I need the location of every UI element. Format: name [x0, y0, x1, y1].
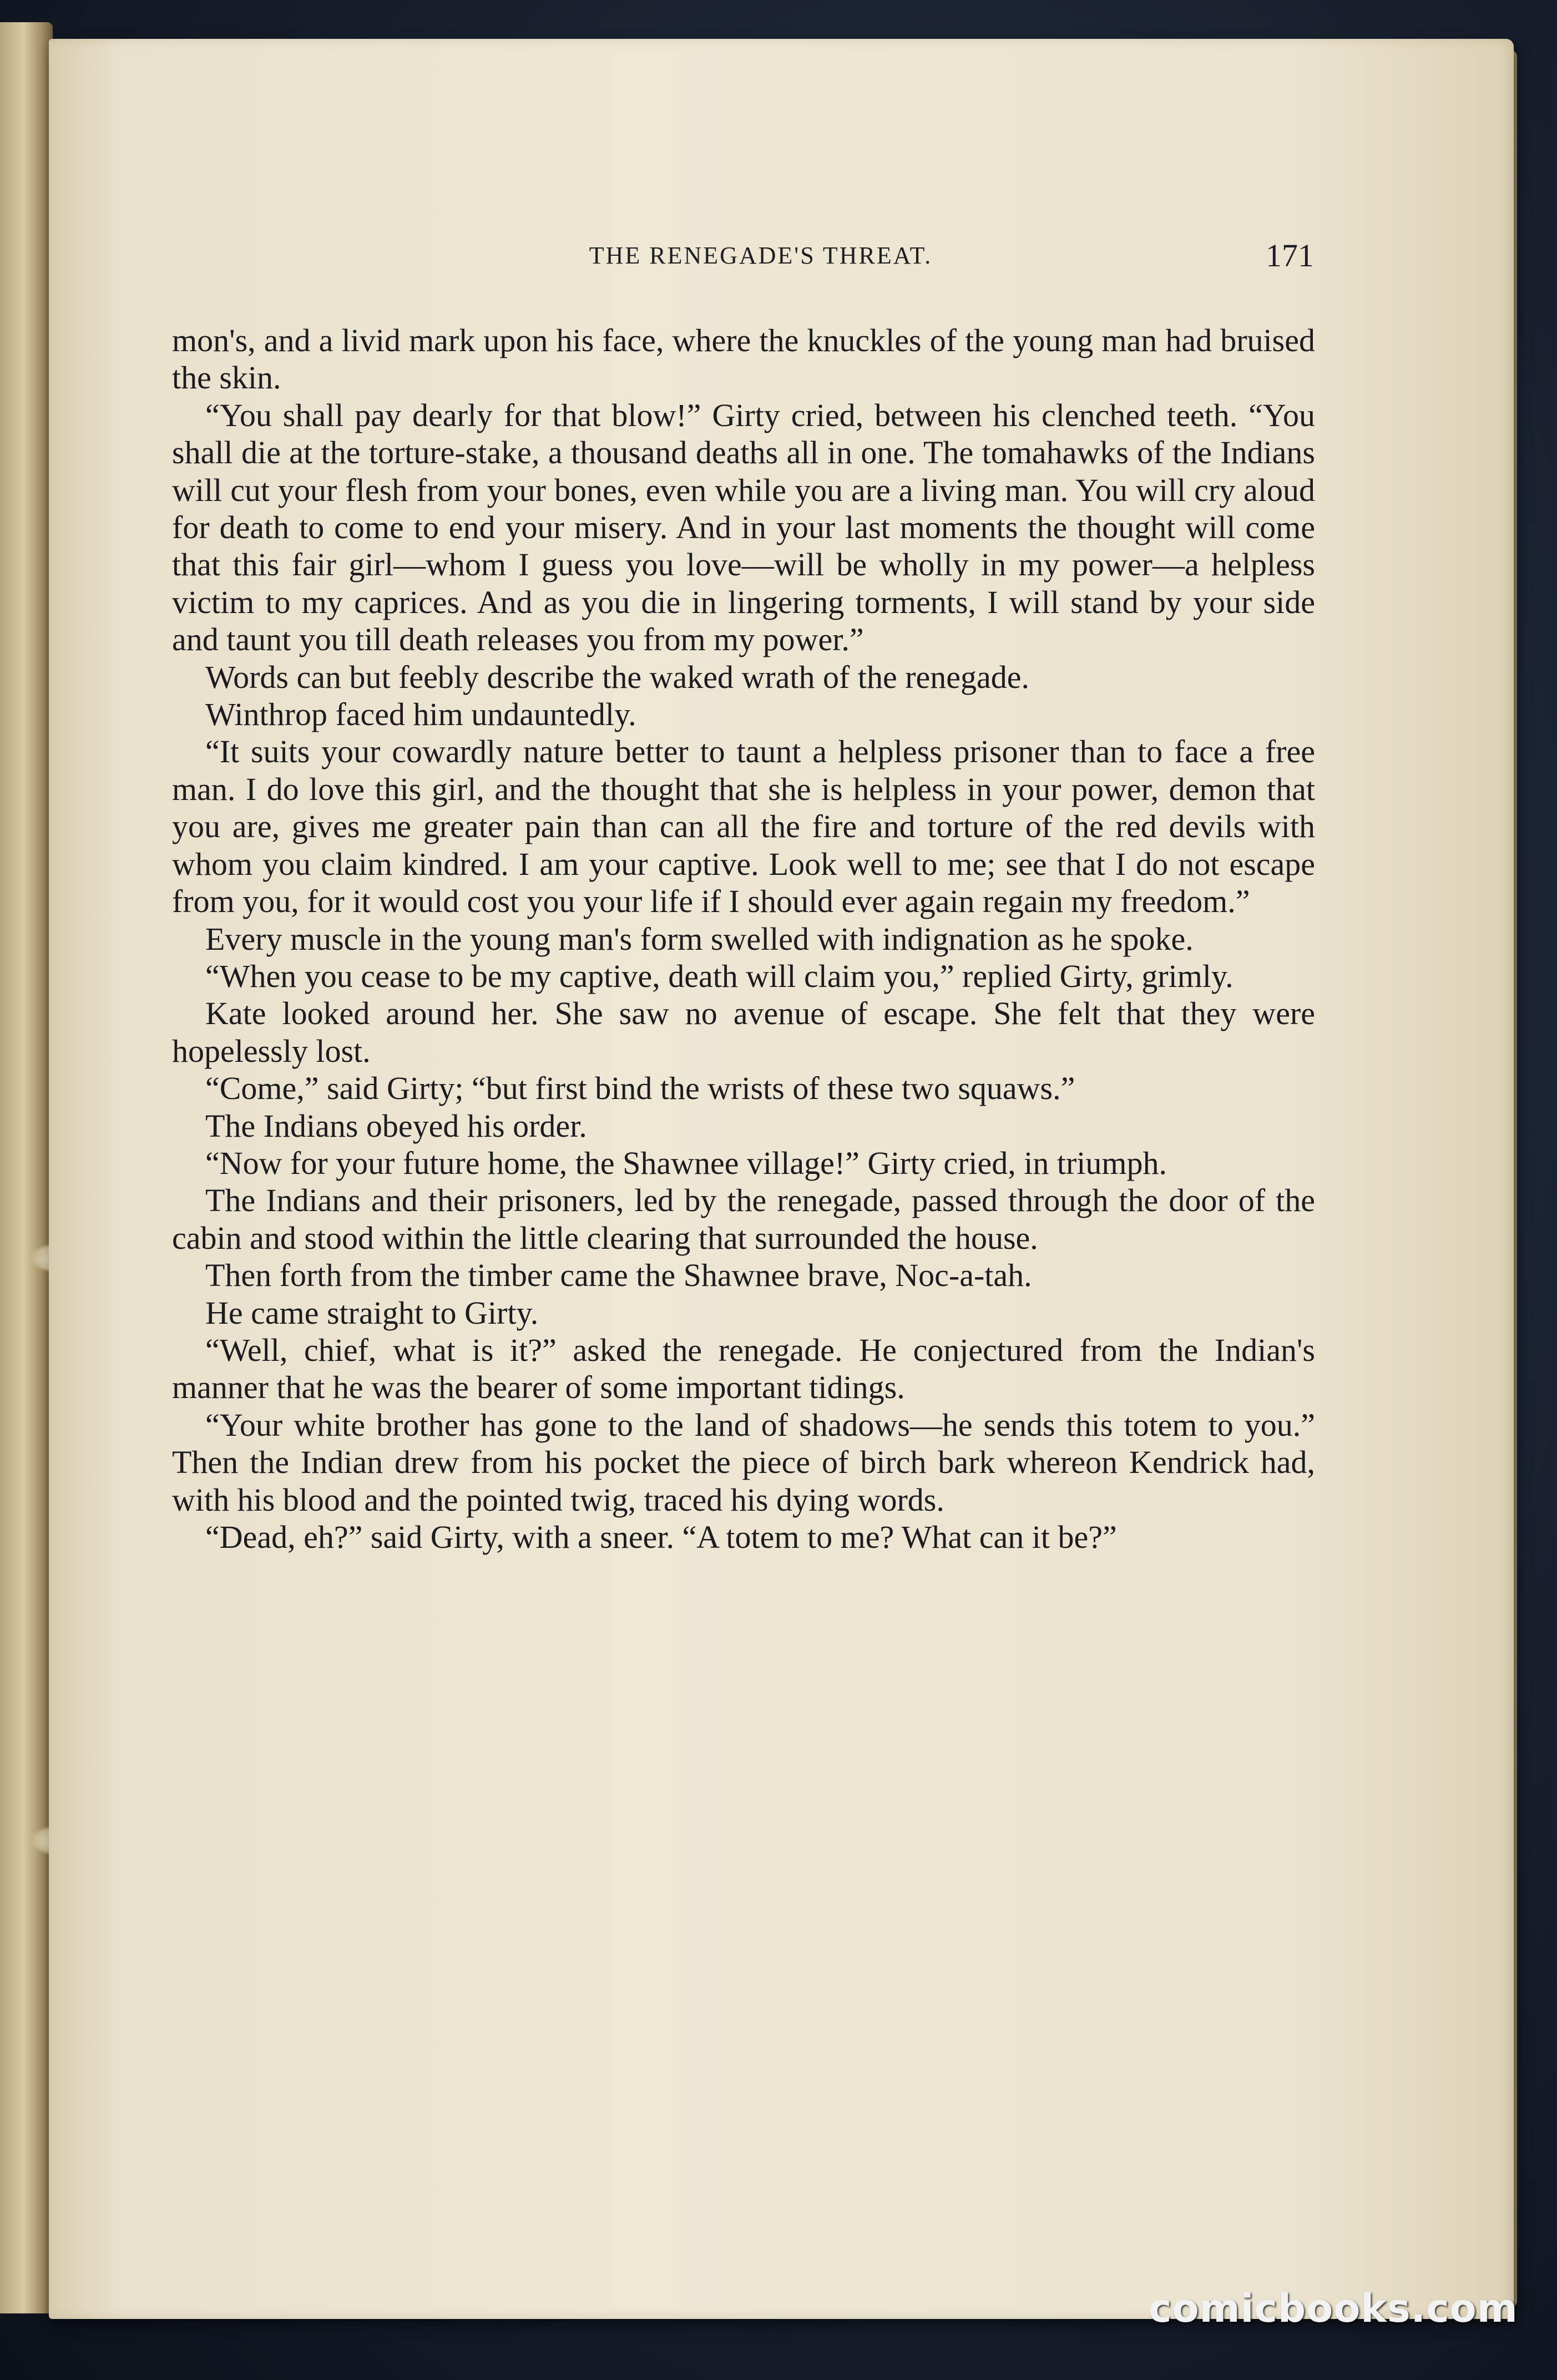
paragraph: “When you cease to be my captive, death will claim you,” replied Girty, grimly. — [205, 958, 1234, 994]
paragraph: “It suits your cowardly nature better to taunt a helpless prisoner than to face a free man. I do love this girl, and the thought that she is helpless in your power, demon that you are, gives me greater pain than can all the fire and torture of the red devils with whom you claim kindred. I am your captive. Look well to me; see that I do not escape from you, for it would cost you your life if I should ever again regain my freedom.” — [172, 733, 1315, 920]
paragraph: mon's, and a livid mark upon his face, where the knuckles of the young man had bruised the skin. — [172, 322, 1315, 396]
paragraph: “Come,” said Girty; “but first bind the wrists of these two squaws.” — [205, 1070, 1075, 1107]
paragraph: The Indians obeyed his order. — [205, 1107, 587, 1144]
paragraph: “Your white brother has gone to the land of shadows—he sends this totem to you.” Then the Indian drew from his pocket the piece of birch bark whereon Kendrick had, with his blood and the pointed twig, traced his dying words. — [172, 1406, 1315, 1518]
paragraph: Words can but feebly describe the waked wrath of the renegade. — [205, 659, 1029, 695]
paragraph: “You shall pay dearly for that blow!” Girty cried, between his clenched teeth. “You shall die at the torture-stake, a thousand deaths all in one. The tomahawks of the Indians will cut your flesh from your bones, even while you are a living man. You will cry aloud for death to come to end your misery. And in your last moments the thought will come that this fair girl—whom I guess you love—will be wholly in my power—a helpless victim to my caprices. And as you die in lingering torments, I will stand by your side and taunt you till death releases you from my power.” — [172, 397, 1315, 658]
paragraph: “Now for your future home, the Shawnee village!” Girty cried, in triumph. — [205, 1145, 1167, 1181]
paragraph: Kate looked around her. She saw no avenue of escape. She felt that they were hopelessly lost. — [172, 995, 1315, 1069]
paragraph: Every muscle in the young man's form swelled with indignation as he spoke. — [205, 920, 1194, 957]
paragraph: Winthrop faced him undauntedly. — [205, 696, 636, 733]
site-watermark: comicbooks.com — [1149, 2286, 1518, 2331]
paragraph: “Well, chief, what is it?” asked the renegade. He conjectured from the Indian's manner that he was the bearer of some important tidings. — [172, 1331, 1315, 1406]
body-text — [172, 322, 1315, 1556]
paragraph: “Dead, eh?” said Girty, with a sneer. “A totem to me? What can it be?” — [205, 1519, 1117, 1555]
paragraph: The Indians and their prisoners, led by the renegade, passed through the door of the cabin and stood within the little clearing that surrounded the house. — [172, 1182, 1315, 1256]
paragraph: He came straight to Girty. — [205, 1294, 539, 1331]
running-head — [49, 237, 1514, 280]
previous-page-edge — [0, 22, 53, 2313]
page-number: 171 — [1266, 237, 1314, 274]
paragraph: Then forth from the timber came the Shawnee brave, Noc-a-tah. — [205, 1257, 1032, 1294]
chapter-title: THE RENEGADE'S THREAT. — [589, 242, 933, 269]
book-page — [49, 39, 1514, 2319]
